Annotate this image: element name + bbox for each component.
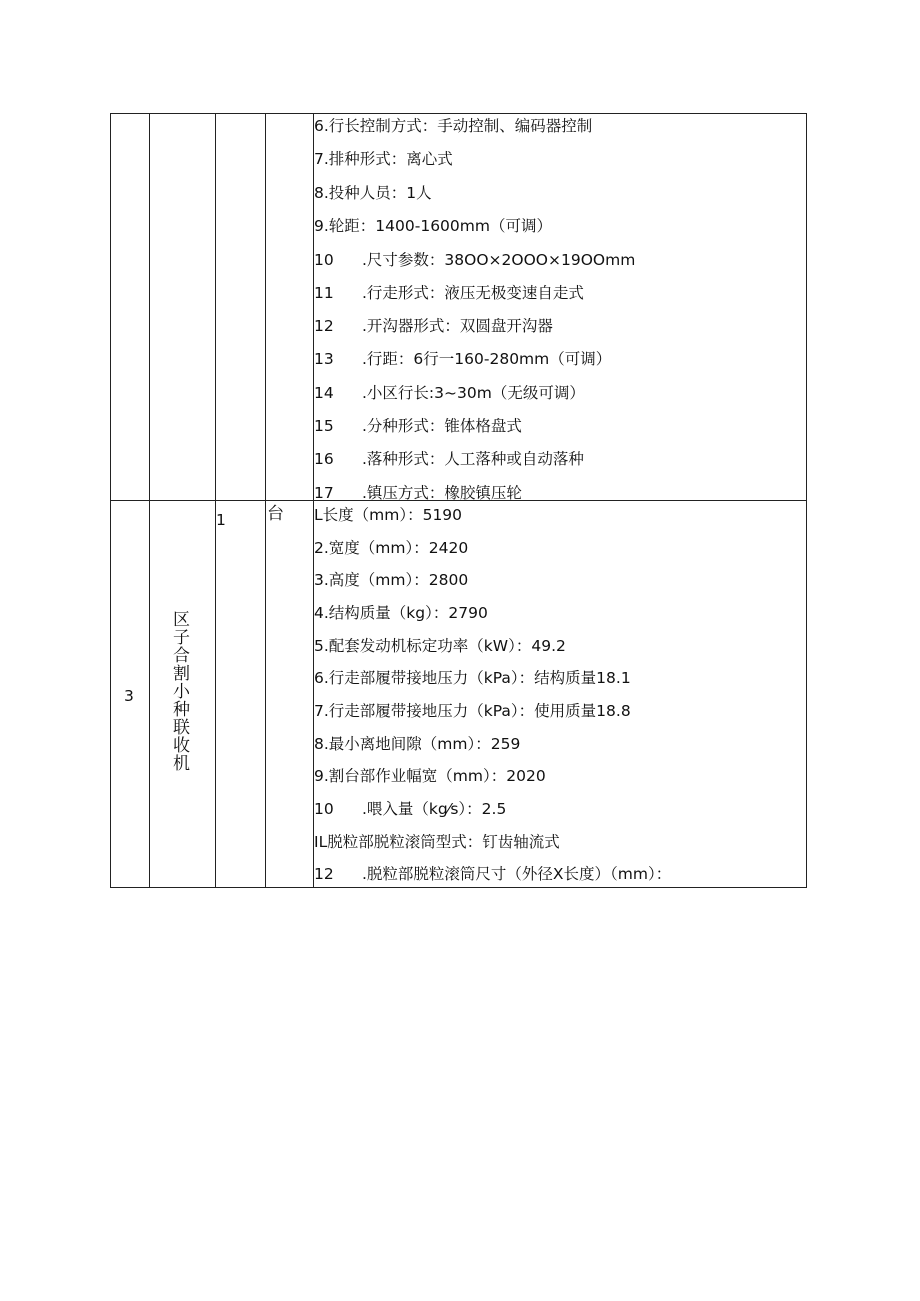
spec-line: 7.行走部履带接地压力（kPa）：使用质量18.8 [314, 702, 631, 720]
row-index: 3 [124, 687, 134, 705]
spec-line: 12 .脱粒部脱粒滚筒尺寸（外径X长度）（mm）： [314, 865, 672, 883]
spec-line: 6.行长控制方式：手动控制、编码器控制 [314, 117, 593, 135]
spec-line: 9.割台部作业幅宽（mm）：2020 [314, 767, 546, 785]
table-border-top [110, 113, 807, 114]
spec-line-clipped [314, 483, 794, 500]
spec-line: 2.宽度（mm）：2420 [314, 539, 469, 557]
spec-line: 13 .行距：6行一160-280mm（可调） [314, 350, 612, 368]
row-divider [110, 500, 807, 501]
spec-table [110, 113, 807, 888]
spec-line: 15 .分种形式：锥体格盘式 [314, 417, 522, 435]
spec-line: 7.排种形式：离心式 [314, 150, 453, 168]
unit: 台 [267, 504, 284, 524]
spec-line: 14 .小区行长:3~30m（无级可调） [314, 384, 585, 402]
quantity: 1 [216, 511, 226, 529]
spec-line: 9.轮距：1400-1600mm（可调） [314, 217, 552, 235]
spec-line: 6.行走部履带接地压力（kPa）：结构质量18.1 [314, 669, 631, 687]
spec-line: IL脱粒部脱粒滚筒型式：钉齿轴流式 [314, 833, 560, 851]
spec-line: 8.最小离地间隙（mm）：259 [314, 735, 521, 753]
spec-line: 16 .落种形式：人工落种或自动落种 [314, 450, 584, 468]
spec-line: 8.投种人员：1人 [314, 184, 432, 202]
spec-line: 3.高度（mm）：2800 [314, 571, 469, 589]
machine-name: 区子合割小种联收机 [169, 610, 189, 772]
spec-line: 10 .喂入量（kg⁄s）：2.5 [314, 800, 507, 818]
spec-line: 10 .尺寸参数：38OO×2OOO×19OOmm [314, 251, 636, 269]
spec-line: 11 .行走形式：液压无极变速自走式 [314, 284, 584, 302]
spec-line: 5.配套发动机标定功率（kW）：49.2 [314, 637, 566, 655]
table-border-bottom [110, 887, 807, 888]
spec-line: 17 .镇压方式：橡胶镇压轮 [314, 484, 522, 500]
spec-line: 12 .开沟器形式：双圆盘开沟器 [314, 317, 553, 335]
spec-line: L长度（mm）：5190 [314, 506, 463, 524]
spec-line: 4.结构质量（kg）：2790 [314, 604, 488, 622]
